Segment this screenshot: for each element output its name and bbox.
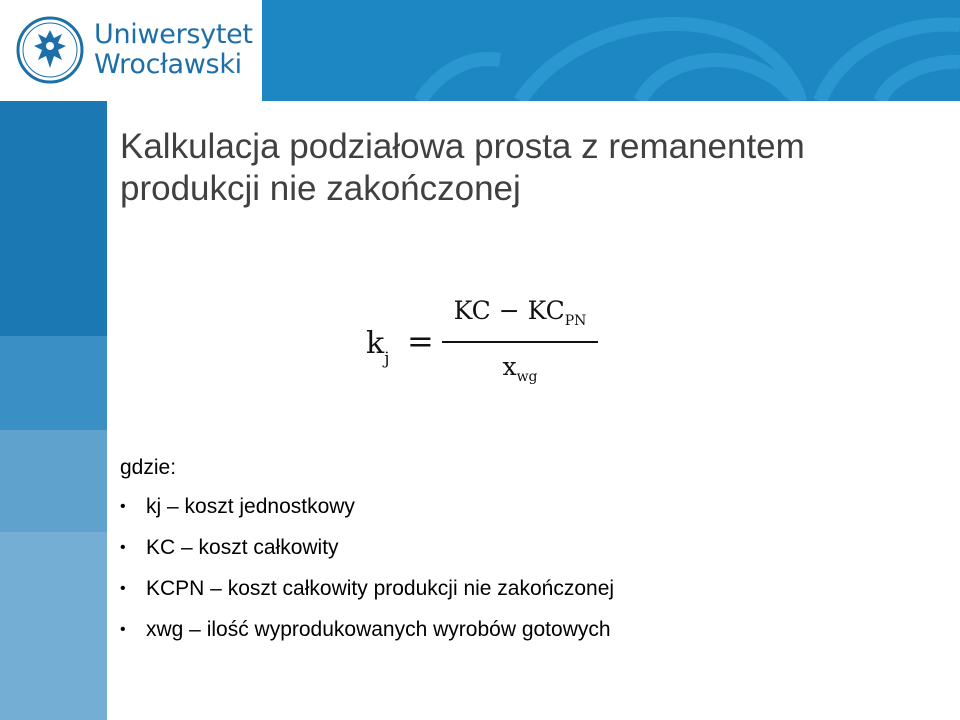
formula-denominator-sub: wg [516,369,538,385]
list-item [120,615,614,656]
university-logo [0,0,262,101]
list-item [120,492,614,533]
definition-text: KC – koszt całkowity [146,536,339,559]
bullet-icon: • [120,580,126,597]
unit-cost-formula [360,296,610,396]
slide-title-line1: Kalkulacja podziałowa prosta z remanentem [120,127,805,166]
formula-denominator [442,352,598,385]
formula-lhs-main: k [366,326,385,361]
formula-equals: = [407,322,434,360]
formula-numerator-main: KC − KC [453,296,565,325]
university-name-line2: Wrocławski [94,49,242,80]
definition-text: KCPN – koszt całkowity produkcji nie zakończonej [146,577,615,600]
bullet-icon: • [120,621,126,638]
bullet-icon: • [120,498,126,515]
university-eagle-emblem-icon [16,16,84,84]
formula-lhs-sub: j [384,349,390,369]
definitions-list [120,492,614,656]
list-item [120,533,614,574]
slide-title-line2: produkcji nie zakończonej [120,169,521,208]
formula-lhs [366,326,390,369]
formula-numerator-sub: PN [564,313,587,329]
side-strip-4 [0,532,107,720]
side-strip-1 [0,101,107,336]
formula-denominator-main: x [502,352,517,381]
definition-text: xwg – ilość wyprodukowanych wyrobów gotowych [146,618,611,641]
formula-numerator [442,296,598,329]
slide-title [120,126,920,210]
university-name-line1: Uniwersytet [94,19,253,50]
side-strip-2 [0,336,107,430]
list-item [120,574,614,615]
definition-text: kj – koszt jednostkowy [146,495,355,518]
side-strip-3 [0,430,107,532]
formula-fraction-bar [442,341,598,343]
where-label: gdzie: [120,456,177,479]
bullet-icon: • [120,539,126,556]
